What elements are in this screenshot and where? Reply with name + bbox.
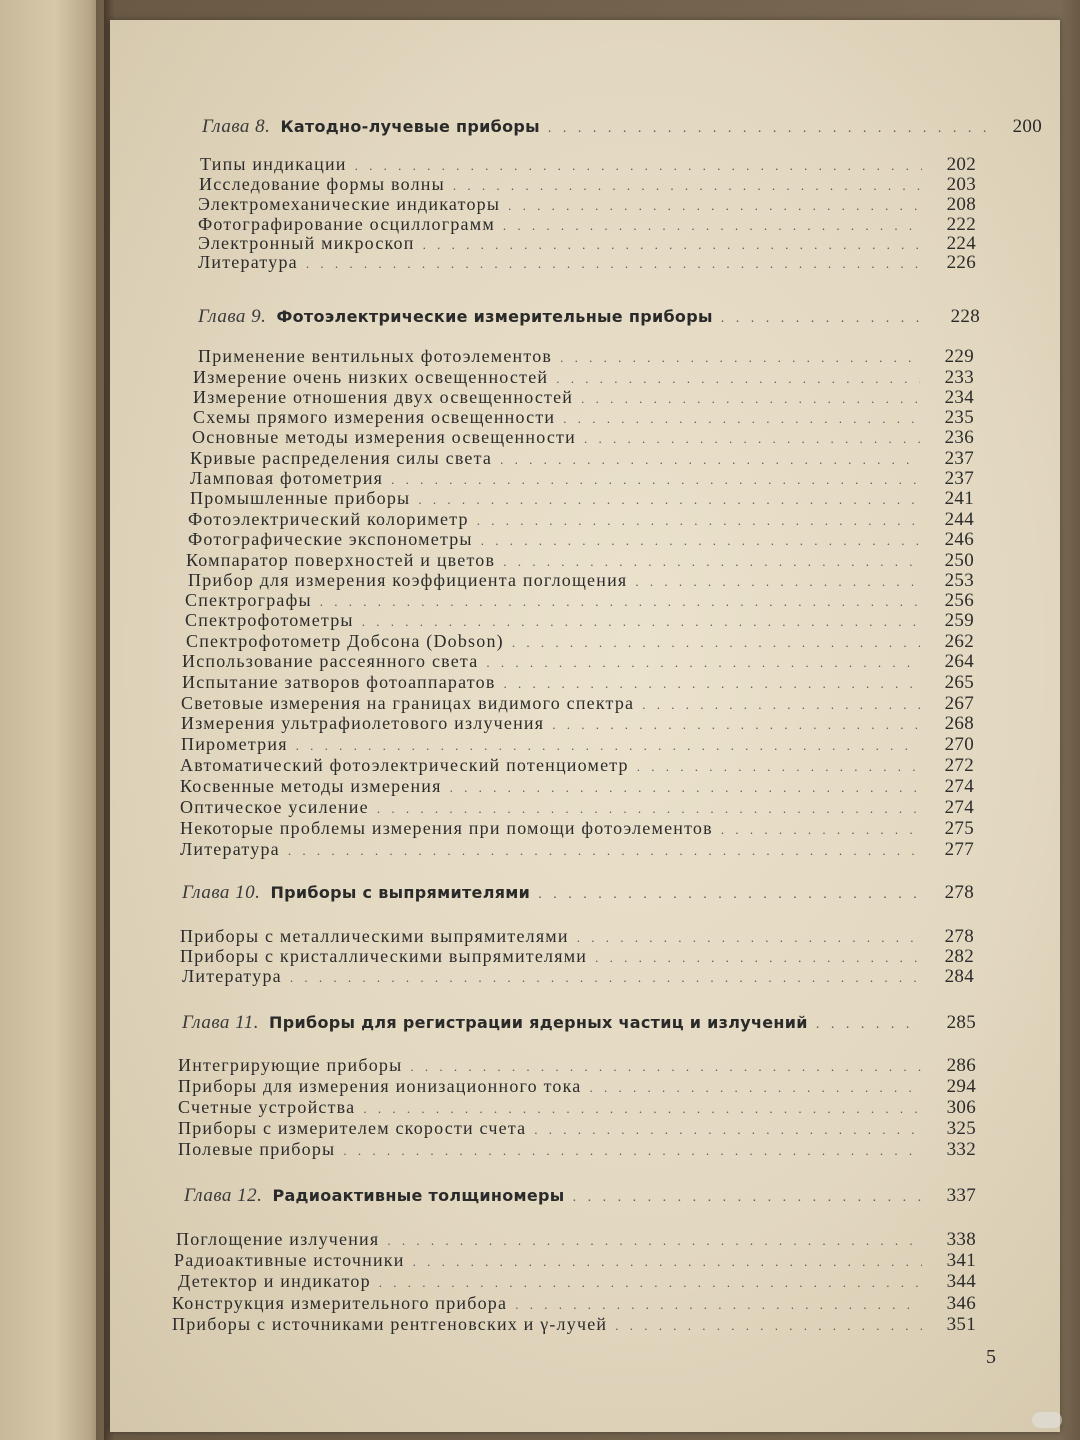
leader-dots [573,1190,922,1206]
leader-dots [379,1275,922,1291]
toc-entry [180,839,974,861]
entry-page: 233 [944,367,974,388]
toc-entry [178,1139,976,1161]
entry-page: 246 [944,529,974,550]
leader-dots [595,950,920,966]
leader-dots [418,492,920,508]
toc-entry [178,1271,976,1293]
toc-entry [190,488,974,510]
entry-label: Измерения ультрафиолетового излучения [181,713,545,733]
entry-label: Спектрофотометры [185,610,354,630]
entry-label: Детектор и индикатор [178,1271,371,1291]
entry-page: 202 [946,154,976,175]
entry-page: 274 [944,797,974,818]
chapter-title: Катодно-лучевые приборы [280,117,540,136]
leader-dots [548,121,988,137]
toc-entry [182,966,974,988]
entry-label: Спектрографы [185,590,312,610]
entry-label: Применение вентильных фотоэлементов [198,346,553,366]
table-of-contents [110,20,1060,1432]
leader-dots [320,594,920,610]
entry-label: Компаратор поверхностей и цветов [186,550,496,570]
leader-dots [477,513,920,529]
entry-page: 272 [944,755,974,776]
toc-entry [178,1076,976,1098]
toc-entry [180,755,974,777]
toc-entry [190,448,974,470]
entry-label: Приборы с источниками рентгеновских и γ-лучей [172,1314,608,1334]
entry-page: 277 [944,839,974,860]
entry-label: Схемы прямого измерения освещенности [193,407,556,427]
leader-dots [816,1017,922,1033]
chapter-page: 278 [944,882,974,903]
toc-entry [180,946,974,968]
entry-page: 346 [946,1293,976,1314]
leader-dots [503,218,922,234]
entry-page: 229 [944,346,974,367]
entry-label: Приборы с металлическими выпрямителями [180,926,569,946]
entry-label: Исследование формы волны [199,174,445,194]
leader-dots [391,472,920,488]
entry-label: Спектрофотометр Добсона (Dobson) [186,631,504,651]
leader-dots [486,655,920,671]
entry-page: 259 [944,610,974,631]
entry-label: Типы индикации [200,154,347,174]
chapter-page: 337 [946,1185,976,1206]
entry-page: 270 [944,734,974,755]
leader-dots [635,574,920,590]
entry-page: 208 [946,194,976,215]
entry-page: 264 [944,651,974,672]
toc-entry [199,174,976,196]
entry-page: 235 [944,407,974,428]
toc-entry [178,1055,976,1077]
chapter-page: 285 [946,1012,976,1033]
entry-page: 236 [944,427,974,448]
entry-page: 332 [946,1139,976,1160]
entry-page: 306 [946,1097,976,1118]
leader-dots [288,843,920,859]
entry-page: 267 [944,693,974,714]
toc-entry [193,407,974,429]
entry-page: 341 [946,1250,976,1271]
leader-dots [504,676,920,692]
chapter-heading [182,1012,976,1042]
chapter-heading [182,882,974,912]
page-number: 5 [986,1346,996,1368]
entry-label: Световые измерения на границах видимого спектра [181,693,635,713]
leader-dots [515,1297,922,1313]
leader-dots [584,431,920,447]
entry-page: 294 [946,1076,976,1097]
leader-dots [577,930,920,946]
toc-entry [180,776,974,798]
toc-entry [181,713,974,735]
leader-dots [534,1122,922,1138]
entry-label: Интегрирующие приборы [178,1055,403,1075]
entry-page: 275 [944,818,974,839]
entry-page: 237 [944,448,974,469]
chapter-number: Глава 12. [184,1185,263,1206]
leader-dots [560,350,920,366]
leader-dots [556,371,920,387]
facing-page-edge [0,0,104,1440]
leader-dots [450,780,920,796]
toc-entry [185,610,974,632]
entry-page: 284 [944,966,974,987]
leader-dots [423,237,922,253]
entry-page: 338 [946,1229,976,1250]
entry-label: Поглощение излучения [176,1229,380,1249]
chapter-heading [184,1185,976,1215]
entry-page: 282 [944,946,974,967]
leader-dots [721,311,926,327]
toc-entry [181,693,974,715]
entry-page: 286 [946,1055,976,1076]
entry-label: Литература [180,839,280,859]
leader-dots [642,697,920,713]
leader-dots [387,1233,922,1249]
chapter-page: 200 [1012,116,1042,137]
leader-dots [589,1080,922,1096]
chapter-heading [202,116,1042,146]
entry-label: Полевые приборы [178,1139,336,1159]
leader-dots [363,1101,922,1117]
toc-entry [186,631,974,653]
entry-page: 226 [946,252,976,273]
leader-dots [563,411,920,427]
leader-dots [538,887,920,903]
book-page [110,20,1060,1432]
entry-label: Автоматический фотоэлектрический потенциометр [180,755,629,775]
toc-entry [188,529,974,551]
entry-page: 250 [944,550,974,571]
entry-page: 244 [944,509,974,530]
toc-entry [198,346,974,368]
toc-entry [180,926,974,948]
toc-entry [172,1314,976,1336]
entry-label: Некоторые проблемы измерения при помощи фотоэлементов [180,818,713,838]
entry-label: Электронный микроскоп [198,233,415,253]
entry-label: Измерение очень низких освещенностей [193,367,549,387]
entry-page: 256 [944,590,974,611]
entry-label: Испытание затворов фотоаппаратов [182,672,496,692]
leader-dots [481,533,920,549]
toc-entry [182,651,974,673]
toc-entry [178,1118,976,1140]
leader-dots [453,178,922,194]
entry-label: Прибор для измерения коэффициента поглощения [188,570,628,590]
toc-entry [176,1229,976,1251]
toc-entry [198,252,976,274]
toc-entry [181,734,974,756]
entry-page: 268 [944,713,974,734]
leader-dots [637,759,920,775]
toc-entry [180,818,974,840]
chapter-page: 228 [950,306,980,327]
leader-dots [581,391,920,407]
entry-label: Ламповая фотометрия [190,468,384,488]
entry-label: Литература [182,966,282,986]
entry-label: Основные методы измерения освещенности [192,427,576,447]
entry-page: 253 [944,570,974,591]
leader-dots [410,1059,922,1075]
entry-page: 234 [944,387,974,408]
chapter-title: Фотоэлектрические измерительные приборы [276,307,713,326]
toc-entry [188,509,974,531]
entry-label: Приборы с измерителем скорости счета [178,1118,527,1138]
toc-entry [198,194,976,216]
chapter-number: Глава 9. [198,306,267,327]
entry-label: Измерение отношения двух освещенностей [193,387,574,407]
toc-entry [193,387,974,409]
toc-entry [180,797,974,819]
toc-entry [188,570,974,592]
toc-entry [193,367,974,389]
entry-label: Кривые распределения силы света [190,448,493,468]
toc-entry [174,1250,976,1272]
leader-dots [362,614,920,630]
chapter-heading [198,306,980,336]
entry-page: 241 [944,488,974,509]
entry-label: Фотографирование осциллограмм [198,214,495,234]
entry-label: Пирометрия [181,734,288,754]
toc-entry [185,590,974,612]
leader-dots [355,158,922,174]
leader-dots [503,554,920,570]
entry-page: 237 [944,468,974,489]
entry-page: 278 [944,926,974,947]
entry-page: 325 [946,1118,976,1139]
toc-entry [172,1293,976,1315]
chapter-number: Глава 8. [202,116,271,137]
leader-dots [377,801,920,817]
chapter-number: Глава 11. [182,1012,260,1033]
entry-label: Косвенные методы измерения [180,776,442,796]
entry-label: Радиоактивные источники [174,1250,405,1270]
entry-label: Приборы с кристаллическими выпрямителями [180,946,588,966]
chapter-title: Приборы с выпрямителями [270,883,531,902]
chapter-number: Глава 10. [182,882,261,903]
entry-label: Промышленные приборы [190,488,411,508]
leader-dots [290,970,920,986]
leader-dots [721,822,920,838]
leader-dots [306,256,922,272]
leader-dots [552,717,920,733]
toc-entry [178,1097,976,1119]
chapter-title: Радиоактивные толщиномеры [272,1186,565,1205]
entry-page: 224 [946,233,976,254]
entry-label: Литература [198,252,298,272]
leader-dots [512,635,920,651]
toc-entry [186,550,974,572]
toc-entry [200,154,976,176]
toc-entry [182,672,974,694]
entry-page: 351 [946,1314,976,1335]
entry-page: 274 [944,776,974,797]
leader-dots [413,1254,922,1270]
entry-label: Конструкция измерительного прибора [172,1293,508,1313]
entry-label: Оптическое усиление [180,797,369,817]
entry-page: 262 [944,631,974,652]
leader-dots [343,1143,922,1159]
chapter-title: Приборы для регистрации ядерных частиц и излучений [269,1013,808,1032]
toc-entry [190,468,974,490]
entry-page: 222 [946,214,976,235]
toc-entry [192,427,974,449]
leader-dots [508,198,922,214]
entry-page: 265 [944,672,974,693]
leader-dots [500,452,920,468]
entry-label: Фотоэлектрический колориметр [188,509,469,529]
entry-label: Использование рассеянного света [182,651,479,671]
entry-label: Фотографические экспонометры [188,529,473,549]
entry-label: Счетные устройства [178,1097,356,1117]
leader-dots [296,738,920,754]
entry-page: 203 [946,174,976,195]
entry-label: Электромеханические индикаторы [198,194,501,214]
entry-label: Приборы для измерения ионизационного тока [178,1076,582,1096]
entry-page: 344 [946,1271,976,1292]
watermark-badge [1032,1412,1062,1428]
leader-dots [615,1318,922,1334]
